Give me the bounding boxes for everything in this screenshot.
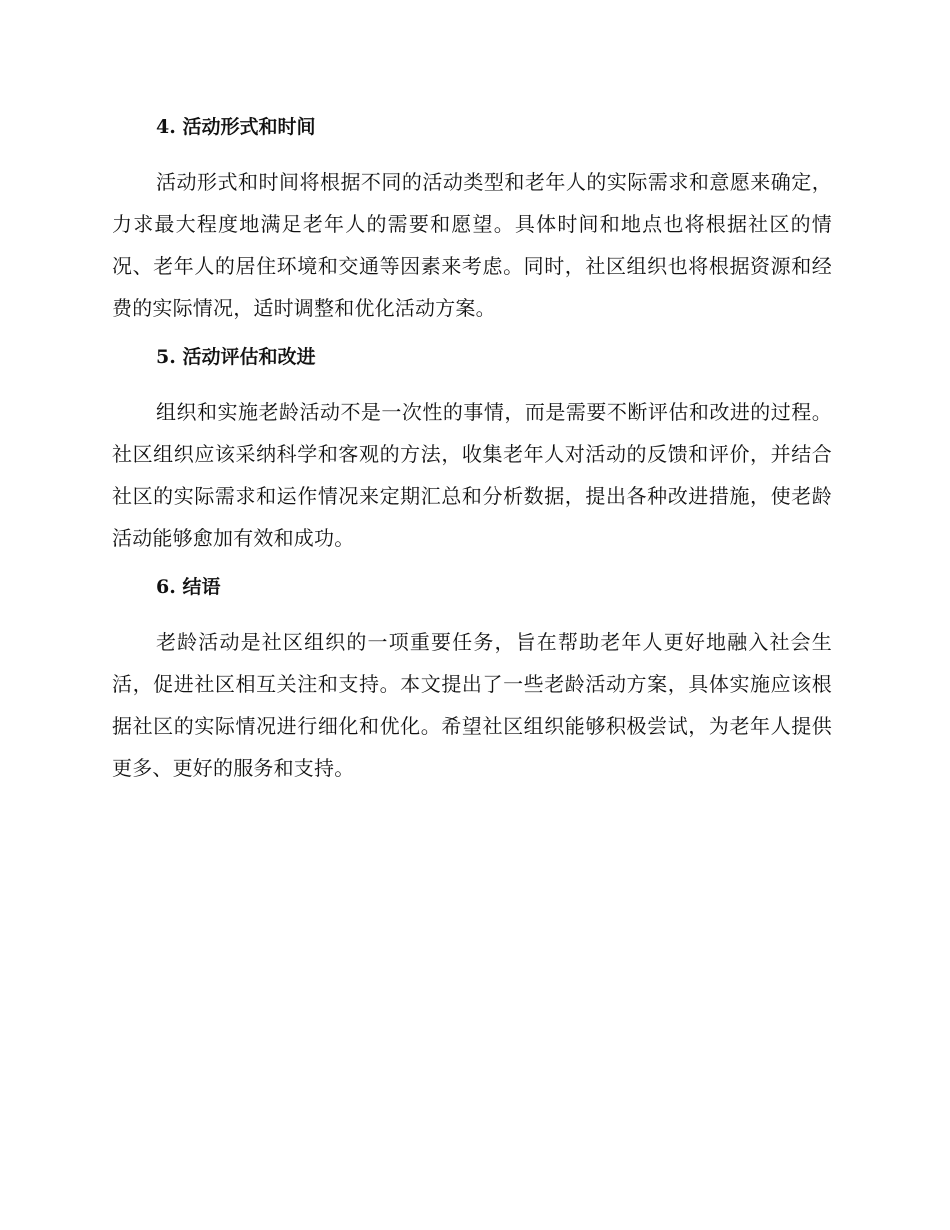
section-heading-evaluation: 5. 活动评估和改进	[156, 346, 316, 368]
section-body-conclusion: 老龄活动是社区组织的一项重要任务，旨在帮助老年人更好地融入社会生活，促进社区相互关注和支持。本文提出了一些老龄活动方案，具体实施应该根据社区的实际情况进行细化和优化。希望社区组织能够积极尝试，为老年人提供更多、更好的服务和支持。	[112, 630, 832, 780]
spacer	[112, 146, 832, 161]
section-body-activity-format: 活动形式和时间将根据不同的活动类型和老年人的实际需求和意愿来确定，力求最大程度地满足老年人的需要和愿望。具体时间和地点也将根据社区的情况、老年人的居住环境和交通等因素来考虑。同时，社区组织也将根据资源和经费的实际情况，适时调整和优化活动方案。	[112, 170, 832, 320]
spacer	[112, 376, 832, 391]
section-heading-conclusion: 6. 结语	[156, 576, 221, 598]
spacer	[112, 606, 832, 621]
document-page	[112, 108, 832, 789]
section-body-evaluation: 组织和实施老龄活动不是一次性的事情，而是需要不断评估和改进的过程。社区组织应该采纳科学和客观的方法，收集老年人对活动的反馈和评价，并结合社区的实际需求和运作情况来定期汇总和分析数据，提出各种改进措施，使老龄活动能够愈加有效和成功。	[112, 400, 832, 550]
section-heading-activity-format: 4. 活动形式和时间	[156, 116, 316, 138]
